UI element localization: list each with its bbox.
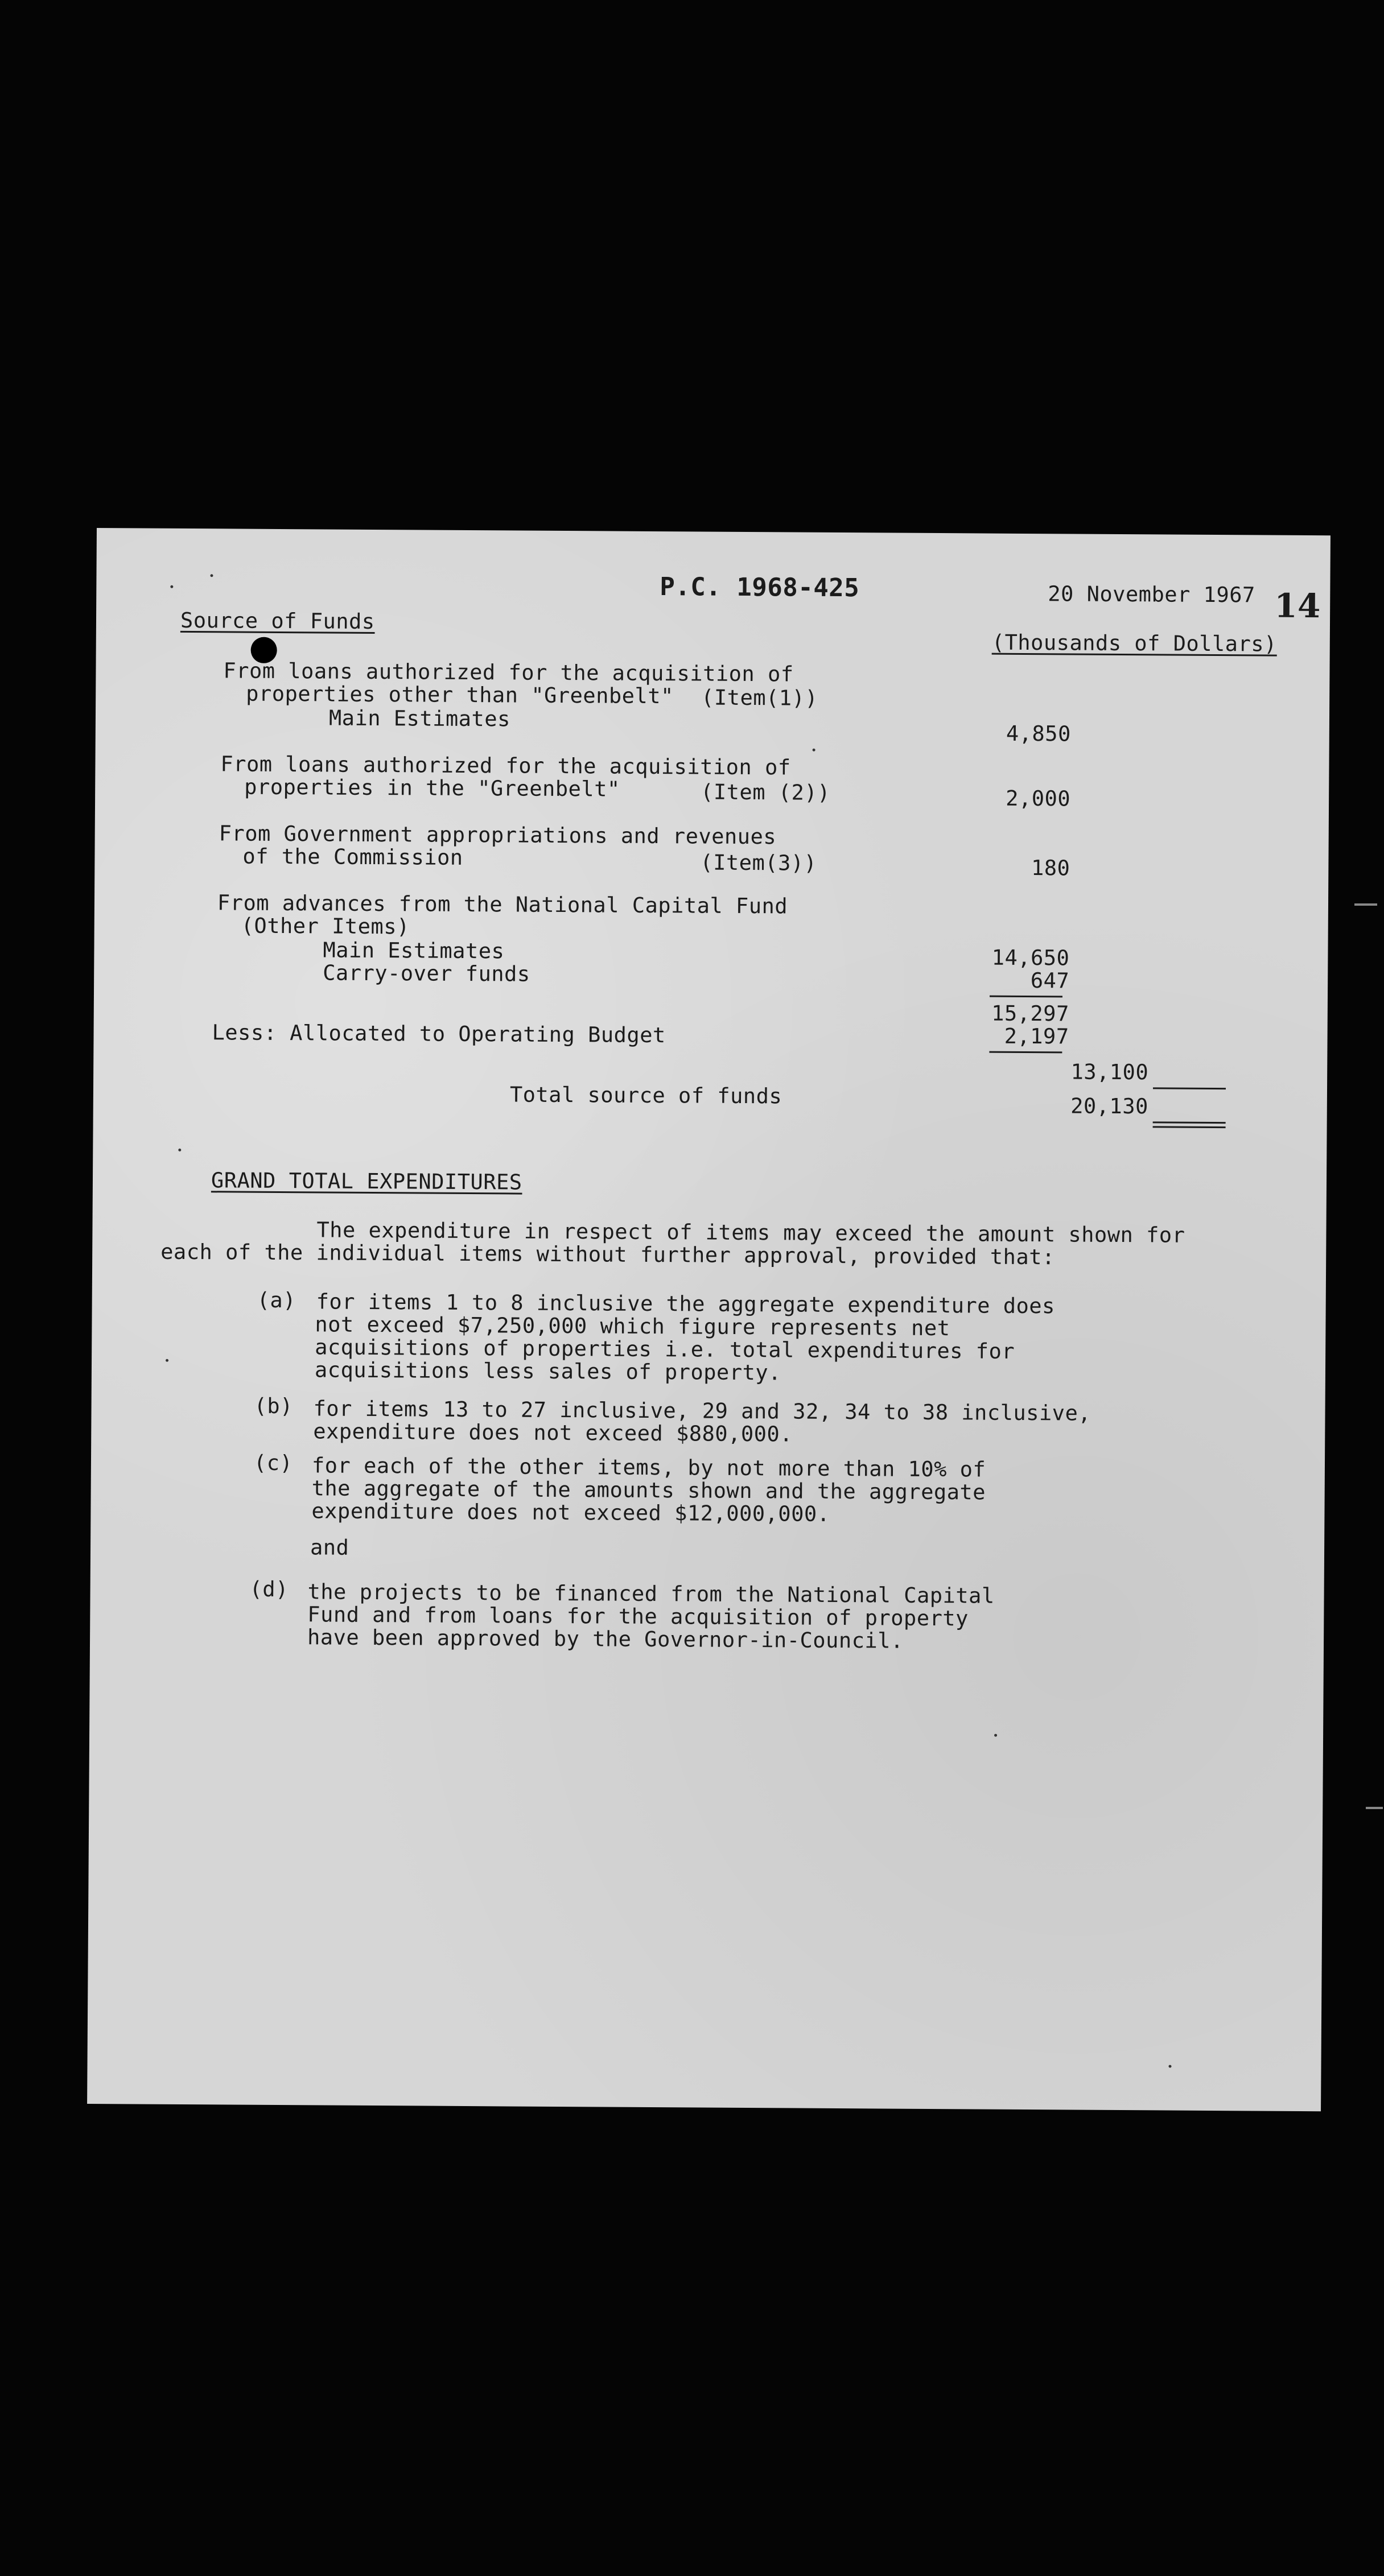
- order-number: P.C. 1968-425: [660, 572, 860, 603]
- clause-d-line2: Fund and from loans for the acquisition of property: [307, 1602, 969, 1631]
- clause-d-label: (d): [249, 1576, 289, 1602]
- less-allocated-amount: 2,197: [1004, 1023, 1069, 1049]
- total-source-amount: 20,130: [1070, 1093, 1148, 1119]
- advances-carryover-amount: 647: [1030, 968, 1070, 993]
- loans-other-main-estimates-label: Main Estimates: [328, 705, 510, 732]
- clause-a-line1: for items 1 to 8 inclusive the aggregate expenditure does: [316, 1289, 1056, 1319]
- scan-speck: [994, 1734, 997, 1737]
- government-item: (Item(3)): [700, 850, 817, 876]
- advances-main-amount: 14,650: [991, 945, 1070, 971]
- net-rule: [1153, 1087, 1226, 1089]
- clause-a-line2: not exceed $7,250,000 which figure represents net: [315, 1312, 950, 1341]
- net-advances-amount: 13,100: [1070, 1059, 1149, 1085]
- clause-d-line3: have been approved by the Governor-in-Council.: [307, 1625, 904, 1653]
- government-line2: of the Commission: [242, 844, 463, 870]
- clause-b-label: (b): [254, 1393, 294, 1419]
- advances-subtotal: 15,297: [991, 1001, 1069, 1026]
- scan-speck: [813, 749, 815, 752]
- advances-carryover-label: Carry-over funds: [323, 960, 530, 986]
- loans-other-item: (Item(1)): [701, 685, 818, 711]
- source-of-funds-heading: Source of Funds: [180, 608, 375, 634]
- less-rule: [989, 1051, 1062, 1054]
- scan-speck: [210, 574, 213, 577]
- clause-c-label: (c): [253, 1450, 293, 1476]
- loans-greenbelt-amount: 2,000: [1006, 786, 1071, 811]
- government-amount: 180: [1031, 856, 1070, 881]
- document-page: [87, 528, 1331, 2111]
- clause-c-line1: for each of the other items, by not more than 10% of: [311, 1453, 986, 1482]
- loans-other-line2: properties other than "Greenbelt": [246, 681, 674, 709]
- scan-edge-mark: [1354, 903, 1377, 906]
- total-double-rule-bottom: [1153, 1126, 1226, 1128]
- scan-speck: [170, 585, 173, 588]
- grand-total-intro-line1: The expenditure in respect of items may exceed the amount shown for: [316, 1217, 1185, 1248]
- clause-a-line4: acquisitions less sales of property.: [314, 1357, 782, 1385]
- advances-line2: (Other Items): [241, 913, 410, 939]
- loans-greenbelt-line2: properties in the "Greenbelt": [244, 774, 620, 802]
- clause-c-line3: expenditure does not exceed $12,000,000.: [311, 1498, 830, 1526]
- clause-b-line1: for items 13 to 27 inclusive, 29 and 32, 34 to 38 inclusive,: [313, 1396, 1091, 1426]
- page-number: 14: [1274, 586, 1321, 626]
- scan-speck: [178, 1149, 181, 1151]
- less-allocated-label: Less: Allocated to Operating Budget: [212, 1020, 666, 1048]
- scan-speck: [166, 1359, 168, 1362]
- grand-total-heading: GRAND TOTAL EXPENDITURES: [211, 1168, 522, 1195]
- advances-main-estimates-label: Main Estimates: [323, 938, 505, 964]
- clause-a-line3: acquisitions of properties i.e. total expenditures for: [315, 1335, 1015, 1364]
- loans-other-amount: 4,850: [1006, 721, 1071, 746]
- grand-total-intro-line2: each of the individual items without further approval, provided that:: [160, 1239, 1055, 1270]
- loans-other-line1: From loans authorized for the acquisition of: [223, 658, 794, 687]
- scan-speck: [1169, 2065, 1172, 2068]
- units-label: (Thousands of Dollars): [991, 630, 1278, 657]
- loans-greenbelt-item: (Item (2)): [701, 779, 831, 805]
- advances-line1: From advances from the National Capital Fund: [217, 890, 788, 919]
- clause-c-line2: the aggregate of the amounts shown and the aggregate: [311, 1476, 986, 1505]
- total-double-rule-top: [1153, 1121, 1226, 1124]
- government-line1: From Government appropriations and revenues: [219, 821, 777, 849]
- clause-d-line1: the projects to be financed from the National Capital: [307, 1579, 995, 1608]
- clause-connector-and: and: [310, 1535, 349, 1560]
- loans-greenbelt-line1: From loans authorized for the acquisition of: [220, 752, 791, 780]
- clause-b-line2: expenditure does not exceed $880,000.: [313, 1419, 793, 1447]
- total-source-label: Total source of funds: [509, 1082, 782, 1109]
- scan-edge-mark: [1366, 1807, 1383, 1809]
- document-date: 20 November 1967: [1048, 581, 1255, 608]
- subtotal-rule: [990, 996, 1062, 998]
- clause-a-label: (a): [257, 1287, 296, 1313]
